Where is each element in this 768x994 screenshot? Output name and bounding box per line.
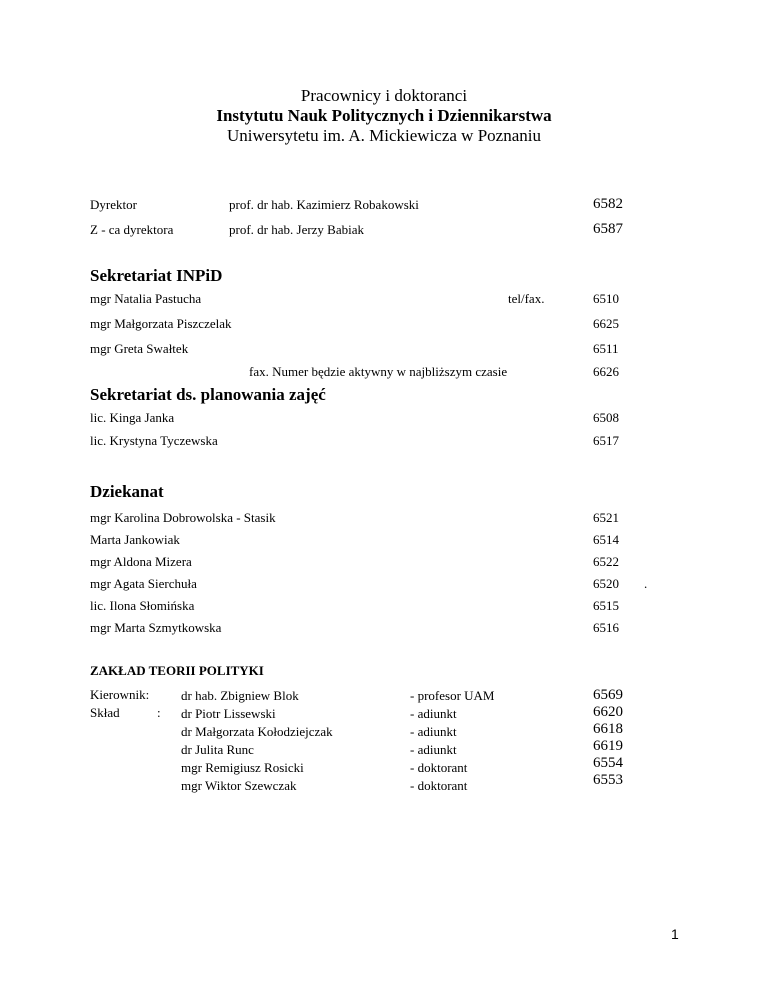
member-name: mgr Remigiusz Rosicki xyxy=(181,760,304,775)
phone-number: 6569 xyxy=(593,687,623,703)
member-name: dr Julita Runc xyxy=(181,742,254,757)
member-position: - adiunkt xyxy=(410,724,457,739)
phone-number: 6522 xyxy=(593,554,619,569)
member-position: - adiunkt xyxy=(410,706,457,721)
section-heading: Sekretariat INPiD xyxy=(90,266,223,285)
staff-name: mgr Karolina Dobrowolska - Stasik xyxy=(90,510,276,525)
stray-dot: . xyxy=(644,576,648,591)
staff-name: mgr Marta Szmytkowska xyxy=(90,620,222,635)
phone-number: 6582 xyxy=(593,196,623,212)
phone-number: 6517 xyxy=(593,433,619,448)
staff-name: prof. dr hab. Kazimierz Robakowski xyxy=(229,197,419,212)
staff-label-colon: : xyxy=(157,705,161,720)
staff-name: mgr Aldona Mizera xyxy=(90,554,192,569)
member-position: - adiunkt xyxy=(410,742,457,757)
phone-number: 6508 xyxy=(593,410,619,425)
phone-number: 6553 xyxy=(593,772,623,788)
phone-number: 6516 xyxy=(593,620,619,635)
header-line-2: Instytutu Nauk Politycznych i Dziennikarstwa xyxy=(216,106,552,125)
phone-number: 6554 xyxy=(593,755,623,771)
member-name: dr hab. Zbigniew Blok xyxy=(181,688,299,703)
staff-name: mgr Agata Sierchuła xyxy=(90,576,197,591)
phone-number: 6626 xyxy=(593,364,619,379)
phone-number: 6619 xyxy=(593,738,623,754)
phone-number: 6510 xyxy=(593,291,619,306)
staff-name: prof. dr hab. Jerzy Babiak xyxy=(229,222,365,237)
phone-number: 6515 xyxy=(593,598,619,613)
staff-name: mgr Natalia Pastucha xyxy=(90,291,202,306)
member-position: - profesor UAM xyxy=(410,688,495,703)
member-names xyxy=(181,687,333,795)
phone-number: 6511 xyxy=(593,341,619,356)
role-label: Z - ca dyrektora xyxy=(90,222,174,237)
phone-number: 6587 xyxy=(593,221,623,237)
member-phones xyxy=(593,687,623,789)
member-name: mgr Wiktor Szewczak xyxy=(181,778,297,793)
department-heading: ZAKŁAD TEORII POLITYKI xyxy=(90,663,264,678)
member-name: dr Małgorzata Kołodziejczak xyxy=(181,724,333,739)
phone-number: 6521 xyxy=(593,510,619,525)
header-line-1: Pracownicy i doktoranci xyxy=(300,86,468,105)
head-label: Kierownik: xyxy=(90,687,150,702)
phone-number: 6620 xyxy=(593,704,623,720)
phone-number: 6625 xyxy=(593,316,619,331)
staff-name: lic. Kinga Janka xyxy=(90,410,175,425)
member-position: - doktorant xyxy=(410,778,468,793)
member-position: - doktorant xyxy=(410,760,468,775)
phone-number: 6520 xyxy=(593,576,619,591)
staff-name: lic. Ilona Słomińska xyxy=(90,598,195,613)
section-heading: Sekretariat ds. planowania zajęć xyxy=(90,385,326,404)
staff-label: Skład xyxy=(90,705,120,720)
staff-name: mgr Małgorzata Piszczelak xyxy=(90,316,232,331)
header-line-3: Uniwersytetu im. A. Mickiewicza w Poznaniu xyxy=(227,126,541,145)
section-heading: Dziekanat xyxy=(90,482,164,501)
phone-number: 6514 xyxy=(593,532,619,547)
staff-name: mgr Greta Swałtek xyxy=(90,341,189,356)
fax-note: fax. Numer będzie aktywny w najbliższym czasie xyxy=(249,364,508,379)
page-number: 1 xyxy=(671,926,679,942)
role-label: Dyrektor xyxy=(90,197,137,212)
member-name: dr Piotr Lissewski xyxy=(181,706,276,721)
member-positions xyxy=(410,687,494,795)
phone-number: 6618 xyxy=(593,721,623,737)
contact-note: tel/fax. xyxy=(508,291,545,306)
staff-name: Marta Jankowiak xyxy=(90,532,180,547)
staff-name: lic. Krystyna Tyczewska xyxy=(90,433,218,448)
